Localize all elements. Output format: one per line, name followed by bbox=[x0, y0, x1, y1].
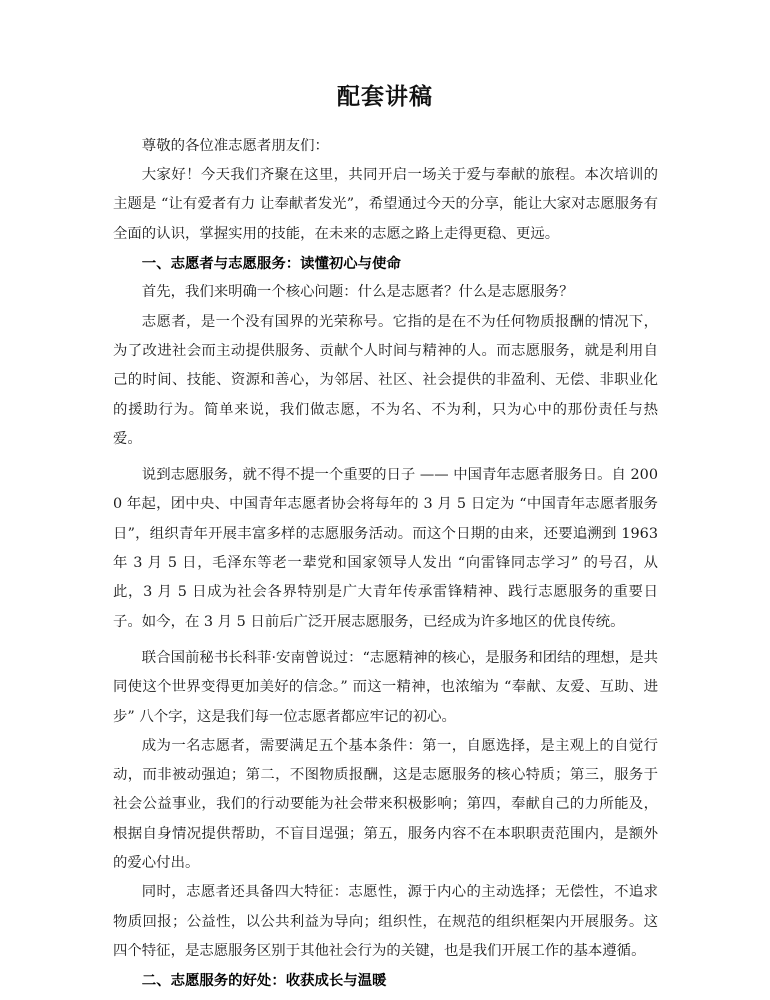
body-paragraph: 首先，我们来明确一个核心问题：什么是志愿者？什么是志愿服务？ bbox=[141, 284, 574, 301]
body-paragraph: 志愿者，是一个没有国界的光荣称号。它指的是在不为任何物质报酬的情况下，为了改进社会而主动提供服务、贡献个人时间与精神的人。而志愿服务，就是利用自己的时间、技能、资源和善心，为邻居、社区、社会提供的非盈利、无偿、非职业化的援助行为。简单来说，我们做志愿，不为名、不为利，只为心中的那份责任与热爱。 bbox=[113, 313, 658, 447]
body-paragraph: 同时，志愿者还具备四大特征：志愿性，源于内心的主动选择；无偿性，不追求物质回报；公益性，以公共利益为导向；组织性，在规范的组织框架内开展服务。这四个特征，是志愿服务区别于其他社会行为的关键，也是我们开展工作的基本遵循。 bbox=[113, 884, 658, 959]
body-paragraph: 联合国前秘书长科菲·安南曾说过：“志愿精神的核心，是服务和团结的理想，是共同使这个世界变得更加美好的信念。” 而这一精神，也浓缩为 “奉献、友爱、互助、进步” 八个字，这是我们每一位志愿者都应牢记的初心。 bbox=[113, 649, 658, 725]
body-paragraph: 说到志愿服务，就不得不提一个重要的日子 —— 中国青年志愿者服务日。自 2000 年起，团中央、中国青年志愿者协会将每年的 3 月 5 日定为 “中国青年志愿者服务日”，组织青年开展丰富多样的志愿服务活动。而这个日期的由来，还要追溯到 1963 年 3 月 5 日，毛泽东等老一辈党和国家领导人发出 “向雷锋同志学习” 的号召，从此，3 月 5 日成为社会各界特别是广大青年传承雷锋精神、践行志愿服务的重要日子。如今，在 3 月 5 日前后广泛开展志愿服务，已经成为许多地区的优良传统。 bbox=[113, 467, 658, 630]
section-heading: 二、志愿服务的好处：收获成长与温暖 bbox=[141, 972, 387, 990]
body-paragraph: 大家好！今天我们齐聚在这里，共同开启一场关于爱与奉献的旅程。本次培训的主题是 “让有爱者有力 让奉献者发光”，希望通过今天的分享，能让大家对志愿服务有全面的认识，掌握实用的技能，在未来的志愿之路上走得更稳、更远。 bbox=[113, 167, 658, 242]
document-body bbox=[0, 112, 770, 996]
page-title: 配套讲稿 bbox=[337, 83, 433, 110]
body-paragraph: 尊敬的各位准志愿者朋友们： bbox=[141, 137, 329, 154]
body-paragraph: 成为一名志愿者，需要满足五个基本条件：第一，自愿选择，是主观上的自觉行动，而非被动强迫；第二，不图物质报酬，这是志愿服务的核心特质；第三，服务于社会公益事业，我们的行动要能为社会带来积极影响；第四，奉献自己的力所能及，根据自身情况提供帮助，不盲目逞强；第五，服务内容不在本职职责范围内，是额外的爱心付出。 bbox=[113, 737, 658, 872]
section-heading: 一、志愿者与志愿服务：读懂初心与使命 bbox=[141, 255, 401, 273]
